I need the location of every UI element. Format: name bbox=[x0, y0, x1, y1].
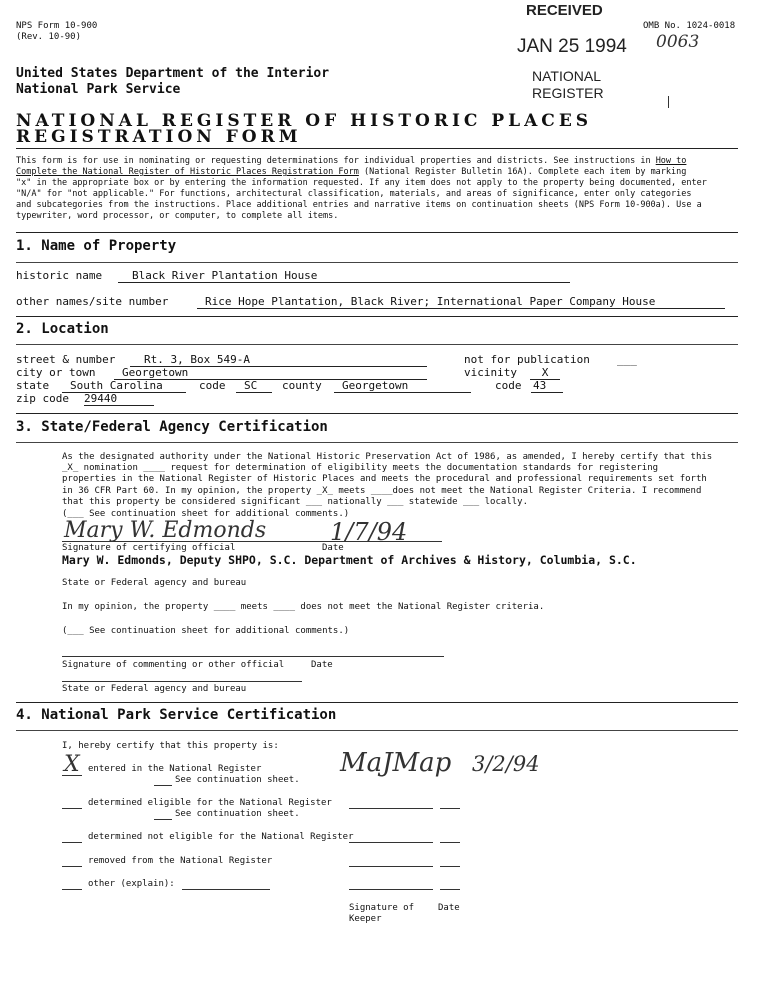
nfp-label: not for publication bbox=[464, 353, 590, 366]
signature-line bbox=[62, 541, 442, 542]
section1-rule bbox=[16, 262, 738, 263]
omb-number: OMB No. 1024-0018 bbox=[643, 21, 736, 31]
section4-rule bbox=[16, 730, 738, 731]
not-eligible-blank[interactable] bbox=[62, 842, 82, 843]
header-rule bbox=[16, 148, 738, 149]
section2-heading: 2. Location bbox=[16, 321, 109, 337]
signature-date-label: Date bbox=[322, 543, 344, 553]
not-eligible-date-line bbox=[440, 842, 460, 843]
cert-line-2: _X_ nomination ____ request for determination of eligibility meets the documentation standards for registering bbox=[62, 463, 659, 473]
nfp-checkbox[interactable]: ___ bbox=[617, 353, 637, 366]
removed-blank[interactable] bbox=[62, 866, 82, 867]
historic-name-label: historic name bbox=[16, 269, 103, 282]
agency-label-2: State or Federal agency and bureau bbox=[62, 684, 247, 694]
removed-label: removed from the National Register bbox=[88, 856, 273, 866]
form-number: NPS Form 10-900 bbox=[16, 21, 98, 31]
section4-heading: 4. National Park Service Certification bbox=[16, 707, 337, 723]
county-label: county bbox=[282, 379, 322, 392]
entered-label: entered in the National Register bbox=[88, 764, 262, 774]
other-explain-line[interactable] bbox=[182, 889, 270, 890]
removed-sig-line bbox=[349, 866, 433, 867]
other-sig-line bbox=[349, 889, 433, 890]
keeper-date-label: Date bbox=[438, 903, 460, 913]
register-stamp: REGISTER bbox=[532, 85, 604, 101]
state-code-label: code bbox=[199, 379, 226, 392]
intro-line-4: "N/A" for "not applicable." For functions, architectural classification, materials, and areas of significance, enter only categories bbox=[16, 189, 692, 199]
date-stamp: JAN 25 1994 bbox=[517, 36, 627, 57]
certifying-signature: Mary W. Edmonds bbox=[64, 518, 267, 543]
zip-field[interactable]: 29440 bbox=[84, 392, 154, 406]
intro-line-2: Complete the National Register of Historic Places Registration Form (National Register Bulletin 16A). Complete each item by marking bbox=[16, 167, 687, 177]
keeper-sig-label-2: Keeper bbox=[349, 914, 382, 924]
opinion-line: In my opinion, the property ____ meets ____ does not meet the National Register criteria. bbox=[62, 602, 545, 612]
intro-line-6: typewriter, word processor, or computer, to complete all items. bbox=[16, 211, 339, 221]
section4-rule-top bbox=[16, 702, 738, 703]
other-names-field[interactable]: Rice Hope Plantation, Black River; International Paper Company House bbox=[197, 295, 725, 309]
certifying-official-name: Mary W. Edmonds, Deputy SHPO, S.C. Department of Archives & History, Columbia, S.C. bbox=[62, 553, 637, 567]
eligible-cont-label: See continuation sheet. bbox=[175, 809, 300, 819]
intro-line-3: "x" in the appropriate box or by entering the information requested. If any item does not apply to the property being documented, enter bbox=[16, 178, 707, 188]
not-eligible-label: determined not eligible for the National Register bbox=[88, 832, 354, 842]
section2-rule-top bbox=[16, 316, 738, 317]
other-names-label: other names/site number bbox=[16, 295, 169, 308]
street-field[interactable]: Rt. 3, Box 549-A bbox=[130, 353, 427, 367]
cert-line-6: (___ See continuation sheet for additional comments.) bbox=[62, 509, 350, 519]
department-name: United States Department of the Interior bbox=[16, 66, 330, 81]
commenting-date-label: Date bbox=[311, 660, 333, 670]
service-name: National Park Service bbox=[16, 82, 181, 97]
keeper-sig-label-1: Signature of bbox=[349, 903, 415, 913]
section3-rule-top bbox=[16, 413, 738, 414]
handwritten-number: 0063 bbox=[656, 32, 700, 52]
cert-line-5: that this property be considered significant ___ nationally ___ statewide ___ locally. bbox=[62, 497, 528, 507]
commenting-label: Signature of commenting or other official bbox=[62, 660, 285, 670]
city-field[interactable]: Georgetown bbox=[114, 366, 427, 380]
vicinity-label: vicinity bbox=[464, 366, 517, 379]
state-code-field[interactable]: SC bbox=[236, 379, 272, 393]
city-label: city or town bbox=[16, 366, 96, 379]
eligible-blank[interactable] bbox=[62, 808, 82, 809]
intro-line-1: This form is for use in nominating or requesting determinations for individual properties and districts. See instructions in How to bbox=[16, 156, 687, 166]
agency-label: State or Federal agency and bureau bbox=[62, 578, 247, 588]
entered-cont-label: See continuation sheet. bbox=[175, 775, 300, 785]
commenting-signature-line bbox=[62, 656, 444, 657]
cert-line-4: in 36 CFR Part 60. In my opinion, the property _X_ meets ____does not meet the National Register Criteria. I recommend bbox=[62, 486, 702, 496]
received-stamp: RECEIVED bbox=[526, 2, 603, 19]
street-label: street & number bbox=[16, 353, 116, 366]
section1-heading: 1. Name of Property bbox=[16, 238, 177, 254]
county-field[interactable]: Georgetown bbox=[334, 379, 471, 393]
agency-line-2 bbox=[62, 681, 302, 682]
zip-label: zip code bbox=[16, 392, 69, 405]
county-code-label: code bbox=[495, 379, 522, 392]
entered-check[interactable]: X bbox=[64, 752, 80, 777]
eligible-sig-line bbox=[349, 808, 433, 809]
certifying-date: 1/7/94 bbox=[330, 518, 408, 546]
keeper-date: 3/2/94 bbox=[472, 752, 540, 776]
vicinity-checkbox[interactable]: X bbox=[530, 366, 560, 380]
county-code-field[interactable]: 43 bbox=[531, 379, 563, 393]
section1-rule-top bbox=[16, 232, 738, 233]
nps-intro: I, hereby certify that this property is: bbox=[62, 741, 279, 751]
form-subtitle: REGISTRATION FORM bbox=[16, 127, 302, 147]
eligible-cont-blank bbox=[154, 819, 172, 820]
entered-blank bbox=[62, 775, 82, 776]
state-label: state bbox=[16, 379, 50, 392]
continuation-line: (___ See continuation sheet for additional comments.) bbox=[62, 626, 350, 636]
national-stamp: NATIONAL bbox=[532, 68, 601, 84]
signature-label: Signature of certifying official bbox=[62, 543, 236, 553]
removed-date-line bbox=[440, 866, 460, 867]
entered-cont-blank bbox=[154, 785, 172, 786]
cert-line-1: As the designated authority under the National Historic Preservation Act of 1986, as amended, I hereby certify that this bbox=[62, 452, 713, 462]
section2-rule bbox=[16, 344, 738, 345]
state-field[interactable]: South Carolina bbox=[62, 379, 186, 393]
eligible-label: determined eligible for the National Register bbox=[88, 798, 332, 808]
other-label: other (explain): bbox=[88, 879, 175, 889]
keeper-signature: MaJMap bbox=[340, 748, 452, 778]
other-blank[interactable] bbox=[62, 889, 82, 890]
other-date-line bbox=[440, 889, 460, 890]
not-eligible-sig-line bbox=[349, 842, 433, 843]
eligible-date-line bbox=[440, 808, 460, 809]
section3-rule bbox=[16, 442, 738, 443]
cert-line-3: properties in the National Register of Historic Places and meets the procedural and professional requirements set forth bbox=[62, 474, 707, 484]
section3-heading: 3. State/Federal Agency Certification bbox=[16, 419, 328, 435]
historic-name-field[interactable]: Black River Plantation House bbox=[118, 269, 570, 283]
form-revision: (Rev. 10-90) bbox=[16, 32, 82, 42]
form-title: NATIONAL REGISTER OF HISTORIC PLACES bbox=[16, 111, 593, 131]
page-mark bbox=[668, 96, 671, 108]
intro-line-5: and subcategories from the instructions. Place additional entries and narrative items on continuation sheets (NPS Form 10-900a). Use a bbox=[16, 200, 702, 210]
